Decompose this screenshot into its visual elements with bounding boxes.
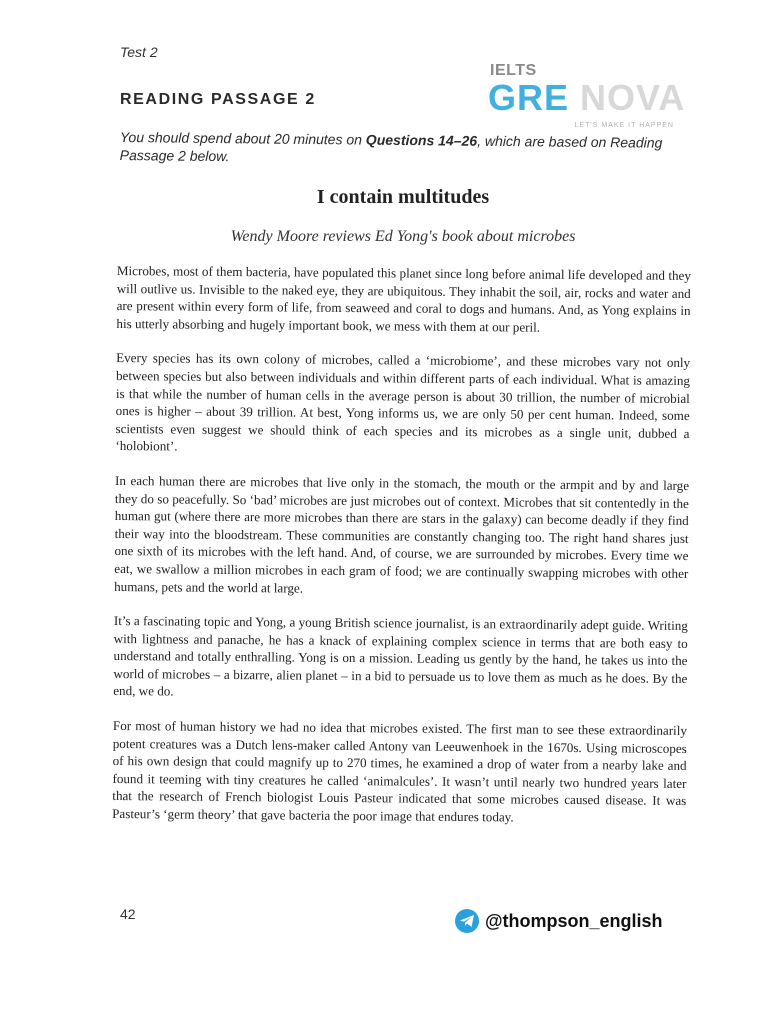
logo-tagline: LET'S MAKE IT HAPPEN [574, 122, 674, 129]
instruction-pre: You should spend about 20 minutes on [119, 128, 366, 148]
instruction-text [120, 128, 690, 170]
instruction-post: , which are based on Reading Passage 2 below. [119, 132, 663, 165]
page-number: 42 [120, 906, 136, 922]
logo-ielts-text: IELTS [490, 62, 537, 79]
instruction-questions: Questions 14–26 [365, 131, 478, 149]
telegram-icon [455, 909, 479, 933]
social-handle[interactable] [455, 909, 663, 933]
section-title: READING PASSAGE 2 [120, 91, 316, 108]
running-head: Test 2 [120, 44, 158, 60]
paragraph-3: In each human there are microbes that live only in the stomach, the mouth or the armpit and by and large they do so peacefully. So ‘bad’ microbes are just microbes out of context. Microbes that sit contentedly in the human gut (where there are more microbes than there are stars in the galaxy) can become deadly if they find their way into the bloodstream. These communities are constantly changing too. The right hand shares just one sixth of its microbes with the left hand. And, of course, we are surrounded by microbes. Every time we eat, we swallow a million microbes in each gram of food; we are continually swapping microbes with other humans, pets and the world at large. [114, 472, 690, 596]
logo-wordmark [488, 78, 685, 118]
article-title: I contain multitudes [316, 186, 490, 208]
handle-text: @thompson_english [485, 910, 663, 931]
logo-wordmark-part2: NOVA [580, 77, 686, 118]
paragraph-2: Every species has its own colony of microbes, called a ‘microbiome’, and these microbes vary not only between species but also between individuals and within different parts of each individual. What is amazing is that while the number of human cells in the average person is about 30 trillion, the number of microbial ones is higher – about 39 trillion. At best, Yong informs us, we are only 50 per cent human. Indeed, some scientists even suggest we should think of each species and its microbes as a single unit, dubbed a ‘holobiont’. [115, 350, 691, 454]
article-body [112, 262, 691, 845]
article-byline: Wendy Moore reviews Ed Yong's book about microbes [230, 228, 576, 245]
paragraph-5: For most of human history we had no idea that microbes existed. The first man to see these extraordinarily potent creatures was a Dutch lens-maker called Antony van Leeuwenhoek in the 1670s. Using microscopes of his own design that could magnify up to 270 times, he examined a drop of water from a nearby lake and found it teeming with tiny creatures he called ‘animalcules’. It wasn’t until nearly two hundred years later that the research of French biologist Louis Pasteur indicated that some microbes caused disease. It was Pasteur’s ‘germ theory’ that gave bacteria the poor image that endures today. [112, 718, 687, 825]
logo-wordmark-part1: GRE [488, 77, 570, 118]
paragraph-1: Microbes, most of them bacteria, have populated this planet since long before animal life developed and they will outlive us. Invisible to the naked eye, they are ubiquitous. They inhabit the soil, air, rocks and water and are present within every form of life, from seaweed and coral to dogs and humans. And, as Yong explains in his utterly absorbing and hugely important book, we mess with them at our peril. [116, 262, 691, 335]
paragraph-4: It’s a fascinating topic and Yong, a young British science journalist, is an extraordinarily adept guide. Writing with lightness and panache, he has a knack of explaining complex science in terms that are both easy to understand and totally enthralling. Yong is on a mission. Leading us gently by the hand, he takes us into the world of microbes – a bizarre, alien planet – in a bid to persuade us to love them as much as he does. By the end, we do. [113, 613, 688, 699]
brand-logo [486, 62, 686, 134]
